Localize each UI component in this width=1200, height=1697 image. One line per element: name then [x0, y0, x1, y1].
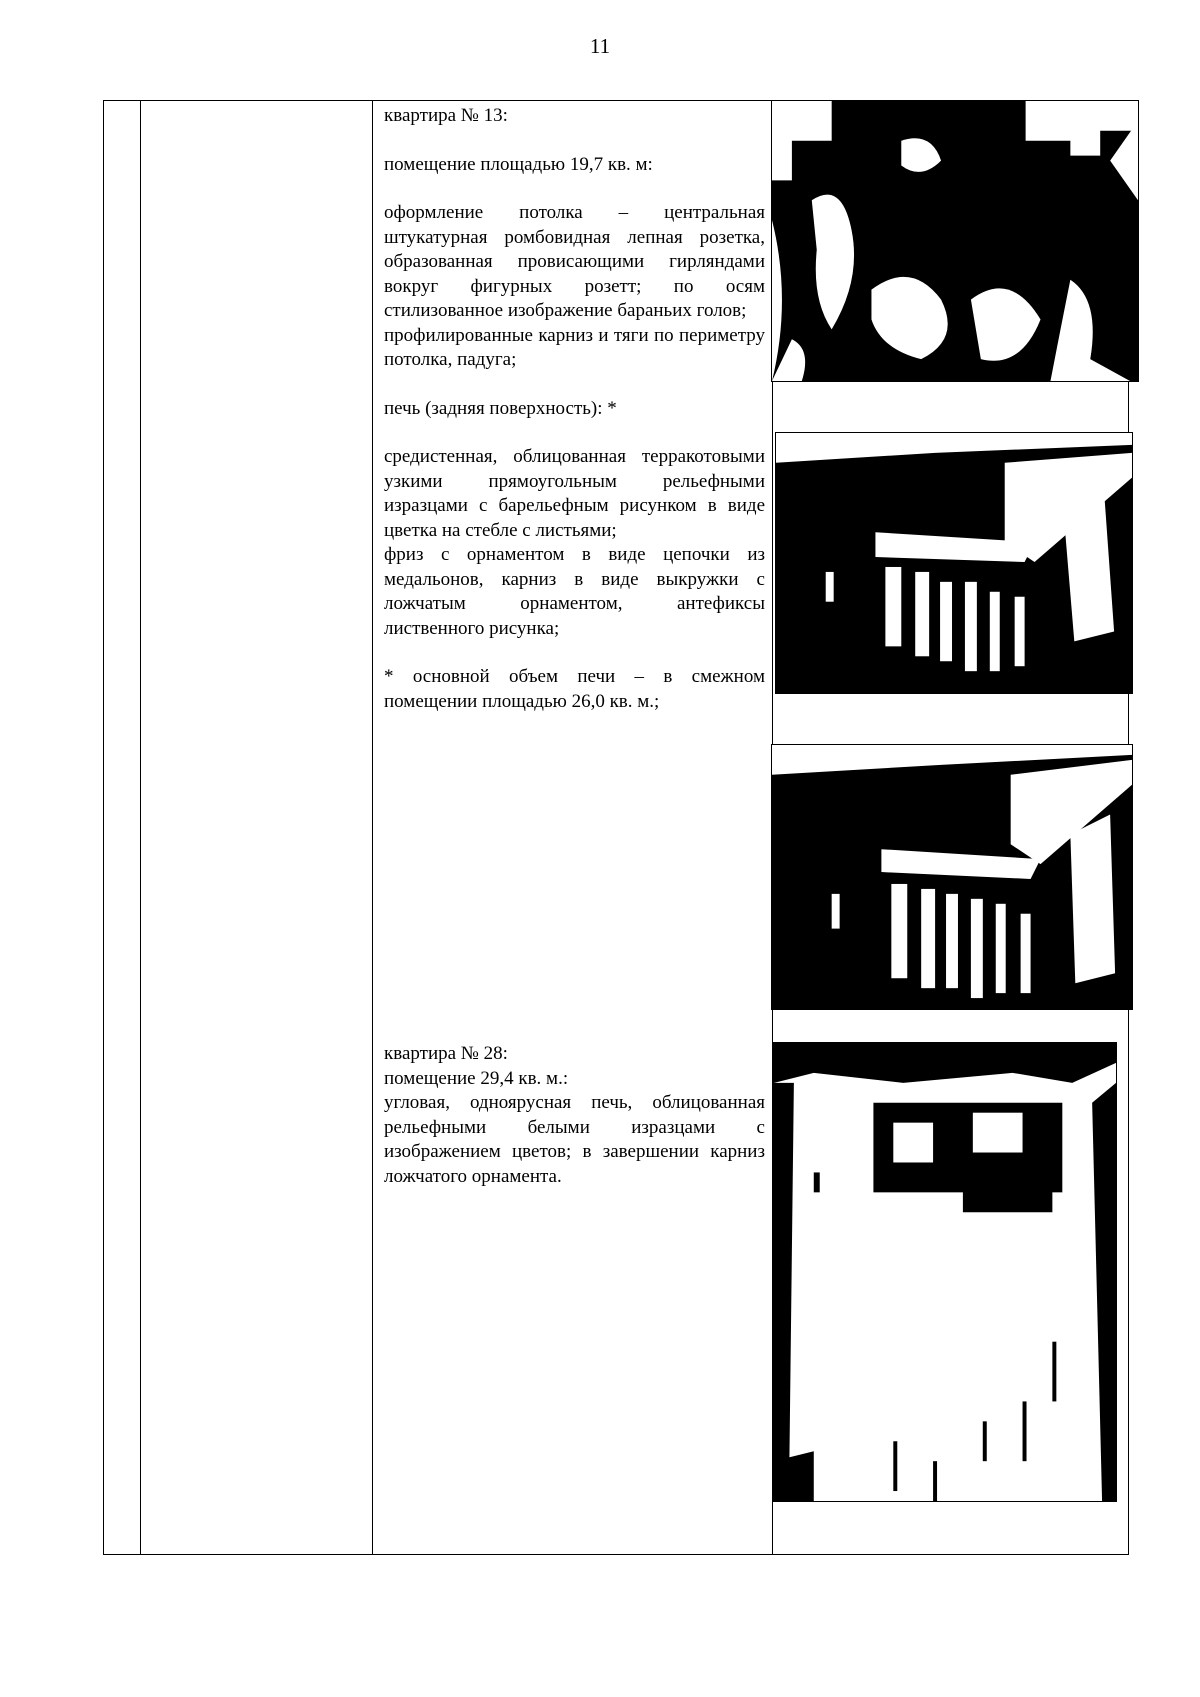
frieze-description: фриз с орнаментом в виде цепочки из медальонов, карниз в виде выкружки с ложчатым орнаментом, антефиксы лиственного рисунка; — [384, 544, 765, 639]
cornice-description: профилированные карниз и тяги по периметру потолка, падуга; — [384, 324, 765, 370]
stove-rear-image-2 — [772, 745, 1132, 1009]
apartment-heading: квартира № 28: — [384, 1043, 508, 1064]
stove-note: * основной объем печи – в смежном помещении площадью 26,0 кв. м.; — [384, 666, 765, 712]
room-area: помещение площадью 19,7 кв. м: — [384, 153, 653, 175]
corner-stove-image — [774, 1043, 1116, 1501]
stove-rear-photo-2 — [771, 744, 1133, 1010]
apartment-heading: квартира № 13: — [384, 105, 508, 126]
room-area: помещение 29,4 кв. м.: — [384, 1067, 569, 1089]
page-number: 11 — [589, 34, 611, 58]
corner-stove-photo — [773, 1042, 1117, 1502]
stove-description: средистенная, облицованная терракотовыми узкими прямоугольным рельефными изразцами с барельефным рисунком в виде цветка на стебле с листьями; — [384, 446, 765, 541]
column-divider — [372, 101, 373, 1554]
description-apartment-13 — [384, 104, 765, 714]
ceiling-description: оформление потолка – центральная штукатурная ромбовидная лепная розетка, образованная провисающими гирляндами вокруг фигурных розетт; по осям стилизованное изображение бараньих голов; — [384, 202, 765, 321]
stove-rear-image-1 — [776, 433, 1132, 693]
description-apartment-28 — [384, 1042, 765, 1189]
ceiling-rosette-photo — [771, 100, 1139, 382]
ceiling-rosette-image — [772, 101, 1138, 381]
stove-description: угловая, одноярусная печь, облицованная рельефными белыми изразцами с изображением цветов; в завершении карниз ложчатого орнамента. — [384, 1092, 765, 1187]
stove-rear-photo-1 — [775, 432, 1133, 694]
column-divider — [140, 101, 141, 1554]
stove-heading: печь (задняя поверхность): * — [384, 397, 617, 419]
